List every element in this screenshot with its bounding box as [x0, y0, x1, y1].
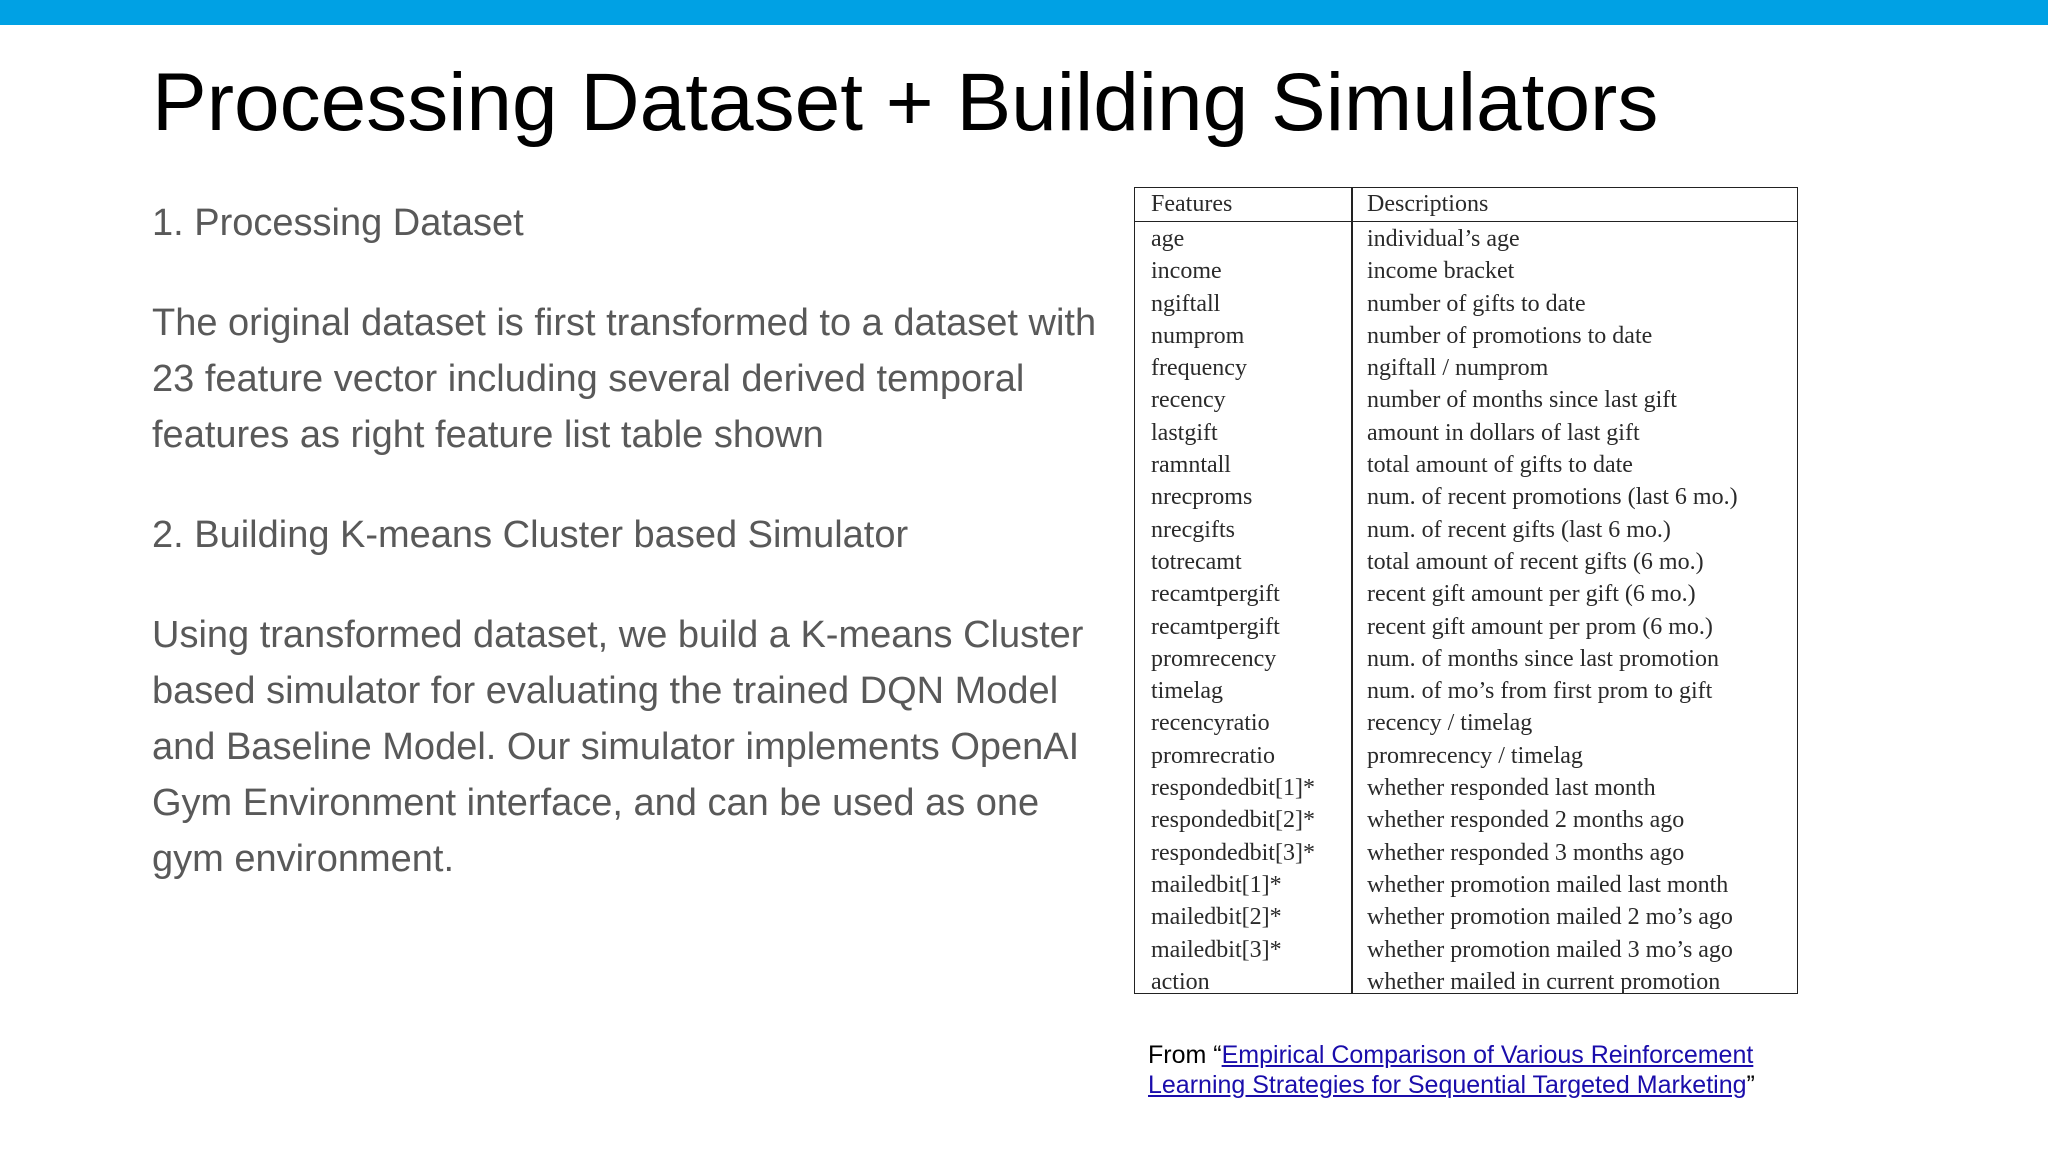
section-paragraph-processing: The original dataset is first transformed to a dataset with 23 feature vector including several derived temporal features as right feature list table shown — [152, 302, 1097, 456]
section-heading-processing: 1. Processing Dataset — [152, 202, 524, 244]
feature-description: num. of recent promotions (last 6 mo.) — [1367, 484, 1738, 511]
feature-description: income bracket — [1367, 258, 1515, 285]
feature-name: recencyratio — [1151, 710, 1270, 737]
feature-name: mailedbit[3]* — [1151, 936, 1282, 963]
feature-description: whether responded last month — [1367, 775, 1656, 802]
section-heading-simulator: 2. Building K-means Cluster based Simulator — [152, 514, 909, 556]
table-body — [1135, 223, 1797, 998]
feature-description: promrecency / timelag — [1367, 742, 1583, 769]
top-accent-bar — [0, 0, 2048, 25]
feature-description: individual’s age — [1367, 226, 1520, 252]
feature-name: action — [1151, 968, 1210, 995]
table-row — [1135, 255, 1797, 287]
table-row — [1135, 707, 1797, 739]
feature-description: recency / timelag — [1367, 710, 1533, 737]
table-row — [1135, 288, 1797, 320]
citation-link[interactable]: Empirical Comparison of Various Reinforcement Learning Strategies for Sequential Targeted Marketing — [1148, 1041, 1754, 1099]
feature-description: total amount of recent gifts (6 mo.) — [1367, 548, 1704, 575]
feature-name: timelag — [1151, 678, 1223, 705]
feature-description: num. of months since last promotion — [1367, 645, 1719, 672]
feature-description: number of months since last gift — [1367, 387, 1677, 414]
table-header-descriptions: Descriptions — [1367, 191, 1489, 217]
feature-description: number of gifts to date — [1367, 290, 1586, 317]
feature-name: respondedbit[3]* — [1151, 839, 1315, 866]
feature-description: whether mailed in current promotion — [1367, 968, 1721, 995]
body-text — [152, 195, 1102, 931]
feature-name: respondedbit[2]* — [1151, 807, 1315, 834]
feature-name: age — [1151, 226, 1185, 252]
table-row — [1135, 352, 1797, 384]
feature-description: ngiftall / numprom — [1367, 355, 1549, 382]
table-row — [1135, 223, 1797, 255]
feature-description: whether promotion mailed 2 mo’s ago — [1367, 904, 1733, 931]
table-row — [1135, 417, 1797, 449]
citation-suffix: ” — [1746, 1071, 1755, 1099]
table-header-features: Features — [1151, 191, 1233, 217]
table-row — [1135, 804, 1797, 836]
table-row — [1135, 320, 1797, 352]
feature-description: num. of recent gifts (last 6 mo.) — [1367, 516, 1671, 543]
feature-name: income — [1151, 258, 1222, 285]
feature-name: respondedbit[1]* — [1151, 775, 1315, 802]
feature-description: whether responded 2 months ago — [1367, 807, 1685, 834]
table-row — [1135, 546, 1797, 578]
feature-name: promrecency — [1151, 645, 1277, 672]
table-row — [1135, 837, 1797, 869]
table-row — [1135, 869, 1797, 901]
feature-name: numprom — [1151, 322, 1245, 349]
feature-description: whether promotion mailed 3 mo’s ago — [1367, 936, 1733, 963]
feature-description: num. of mo’s from first prom to gift — [1367, 678, 1713, 705]
feature-name: frequency — [1151, 355, 1247, 382]
table-row — [1135, 901, 1797, 933]
table-header-row — [1135, 188, 1797, 222]
feature-name: recamtpergift — [1151, 613, 1280, 640]
feature-name: totrecamt — [1151, 548, 1242, 575]
table-row — [1135, 966, 1797, 998]
feature-description: amount in dollars of last gift — [1367, 419, 1640, 446]
feature-description: number of promotions to date — [1367, 322, 1653, 349]
feature-description: whether promotion mailed last month — [1367, 871, 1729, 898]
table-row — [1135, 772, 1797, 804]
citation — [1148, 1040, 1848, 1100]
slide-title: Processing Dataset + Building Simulators — [152, 57, 1659, 148]
feature-name: mailedbit[2]* — [1151, 904, 1282, 931]
feature-description: total amount of gifts to date — [1367, 452, 1633, 479]
table-row — [1135, 740, 1797, 772]
table-row — [1135, 481, 1797, 513]
table-row — [1135, 934, 1797, 966]
feature-name: nrecproms — [1151, 484, 1253, 511]
feature-name: recency — [1151, 387, 1226, 414]
table-row — [1135, 611, 1797, 643]
feature-name: recamtpergift — [1151, 581, 1280, 608]
feature-name: mailedbit[1]* — [1151, 871, 1282, 898]
feature-name: nrecgifts — [1151, 516, 1235, 543]
citation-prefix: From “ — [1148, 1041, 1222, 1069]
table-row — [1135, 514, 1797, 546]
feature-description: recent gift amount per gift (6 mo.) — [1367, 581, 1696, 608]
table-row — [1135, 643, 1797, 675]
feature-name: lastgift — [1151, 419, 1218, 446]
feature-description: recent gift amount per prom (6 mo.) — [1367, 613, 1713, 640]
table-row — [1135, 384, 1797, 416]
feature-table — [1134, 187, 1798, 994]
table-row — [1135, 578, 1797, 610]
table-row — [1135, 675, 1797, 707]
feature-name: promrecratio — [1151, 742, 1275, 769]
feature-name: ramntall — [1151, 452, 1231, 479]
table-row — [1135, 449, 1797, 481]
feature-name: ngiftall — [1151, 290, 1221, 317]
section-paragraph-simulator: Using transformed dataset, we build a K-means Cluster based simulator for evaluating the trained DQN Model and Baseline Model. Our simulator implements OpenAI Gym Environment interface, and can be used as one gym environment. — [152, 614, 1084, 880]
feature-description: whether responded 3 months ago — [1367, 839, 1685, 866]
